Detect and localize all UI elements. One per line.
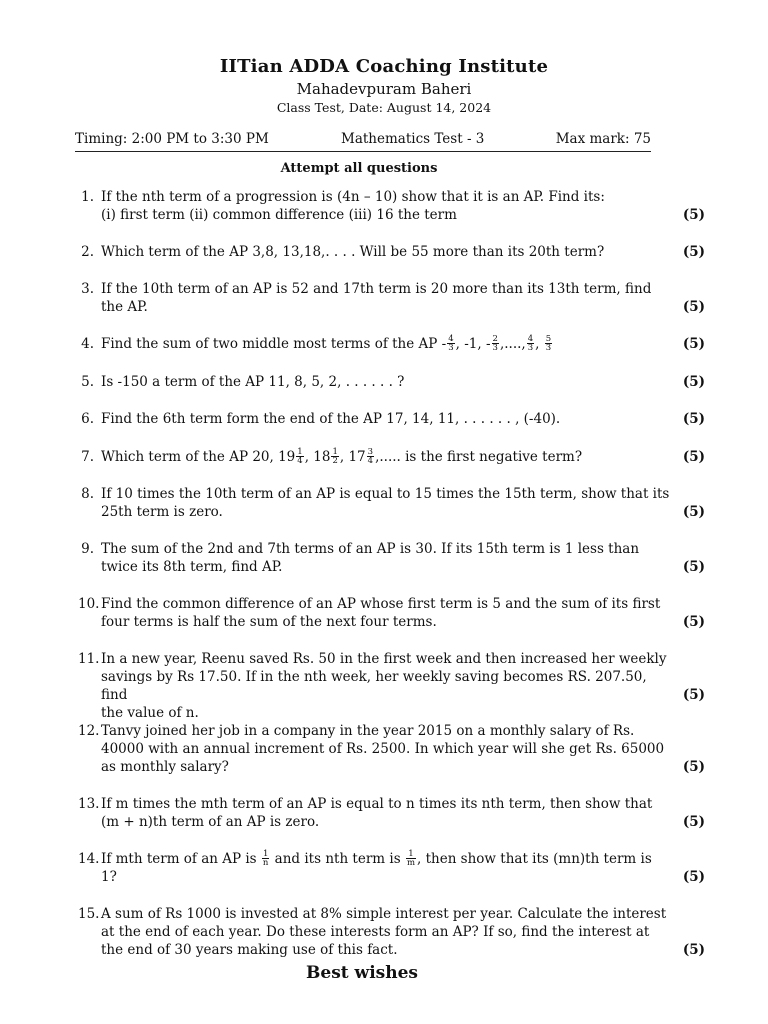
- question-line: [101, 850, 673, 868]
- numerator: 4: [527, 334, 534, 344]
- question-3: [78, 280, 708, 316]
- max-mark: Max mark: 75: [555, 131, 651, 147]
- question-mark: (5): [682, 687, 705, 703]
- instruction: Attempt all questions: [280, 161, 438, 176]
- numerator: 4: [448, 334, 454, 344]
- question-1: [78, 188, 708, 224]
- question-number: 15.: [78, 906, 100, 922]
- question-mark: (5): [682, 559, 705, 575]
- question-mark: (5): [682, 814, 705, 830]
- question-4: [78, 335, 708, 353]
- question-line: The sum of the 2nd and 7th terms of an AP is 30. If its 15th term is 1 less than: [101, 541, 640, 557]
- numerator: 1: [406, 850, 416, 859]
- denominator: 4: [297, 456, 303, 466]
- question-number: 14.: [78, 851, 100, 867]
- text-segment: , then show that its (mn)th term is: [417, 851, 652, 867]
- question-line: savings by Rs 17.50. If in the nth week, her weekly saving becomes RS. 207.50, find: [101, 669, 647, 703]
- question-number: 1.: [81, 189, 94, 205]
- question-mark: (5): [682, 614, 705, 630]
- question-2: [78, 243, 708, 261]
- text-segment: Find the sum of two middle most terms of the AP -: [101, 336, 447, 352]
- question-line: Is -150 a term of the AP 11, 8, 5, 2, . . . . . . ?: [101, 374, 405, 390]
- question-number: 2.: [81, 244, 94, 260]
- question-11: [78, 650, 708, 721]
- question-number: 5.: [81, 374, 94, 390]
- fraction: [527, 335, 534, 352]
- question-mark: (5): [682, 759, 705, 775]
- fraction: [262, 850, 269, 867]
- question-line: at the end of each year. Do these interests form an AP? If so, find the interest at: [101, 924, 650, 940]
- question-number: 13.: [78, 796, 100, 812]
- question-line: as monthly salary?: [101, 759, 229, 775]
- question-text: [101, 850, 673, 886]
- question-number: 8.: [81, 486, 94, 502]
- question-line: If 10 times the 10th term of an AP is equal to 15 times the 15th term, show that its: [101, 486, 670, 502]
- question-12: [78, 722, 708, 776]
- test-name: Mathematics Test - 3: [341, 131, 485, 147]
- numerator: 1: [262, 849, 269, 859]
- fraction: [492, 335, 499, 352]
- header-divider: [75, 151, 651, 152]
- question-14: [78, 850, 708, 886]
- question-number: 6.: [81, 411, 94, 427]
- numerator: 1: [332, 447, 338, 457]
- question-line: four terms is half the sum of the next four terms.: [101, 614, 437, 630]
- question-15: [78, 905, 708, 959]
- question-mark: (5): [682, 411, 705, 427]
- question-text: [101, 243, 673, 261]
- timing: Timing: 2:00 PM to 3:30 PM: [75, 131, 269, 147]
- text-segment: ,: [535, 336, 544, 352]
- question-number: 3.: [81, 281, 94, 297]
- question-line: the value of n.: [101, 705, 199, 721]
- question-mark: (5): [682, 207, 705, 223]
- question-line: (i) first term (ii) common difference (iii) 16 the term: [101, 207, 457, 223]
- institute-location: Mahadevpuram Baheri: [296, 80, 472, 98]
- question-line: A sum of Rs 1000 is invested at 8% simple interest per year. Calculate the interest: [101, 906, 667, 922]
- text-segment: ,..... is the first negative term?: [375, 449, 583, 465]
- question-13: [78, 795, 708, 831]
- denominator: 3: [492, 343, 498, 353]
- text-segment: , 17: [339, 449, 366, 465]
- question-text: [101, 795, 673, 831]
- text-segment: and its nth term is: [270, 851, 405, 867]
- fraction: [367, 448, 374, 465]
- fraction: [296, 448, 303, 465]
- question-line: If the 10th term of an AP is 52 and 17th term is 20 more than its 13th term, find: [101, 281, 652, 297]
- question-text: [101, 650, 673, 722]
- question-5: [78, 373, 708, 391]
- question-6: [78, 410, 708, 428]
- numerator: 2: [492, 334, 498, 344]
- institute-title: IITian ADDA Coaching Institute: [219, 56, 549, 77]
- question-line: 40000 with an annual increment of Rs. 2500. In which year will she get Rs. 65000: [101, 741, 665, 757]
- question-mark: (5): [682, 869, 705, 885]
- test-date: Class Test, Date: August 14, 2024: [276, 100, 492, 115]
- denominator: n: [262, 858, 269, 868]
- question-line: In a new year, Reenu saved Rs. 50 in the first week and then increased her weekly: [101, 651, 667, 667]
- text-segment: Which term of the AP 20, 19: [101, 449, 296, 465]
- denominator: 3: [527, 343, 534, 353]
- closing-note: Best wishes: [306, 963, 418, 983]
- denominator: 3: [545, 343, 552, 353]
- question-line: If the nth term of a progression is (4n – 10) show that it is an AP. Find its:: [101, 189, 605, 205]
- question-mark: (5): [682, 244, 705, 260]
- fraction: [447, 335, 454, 352]
- text-segment: , -1, -: [455, 336, 491, 352]
- question-9: [78, 540, 708, 576]
- question-number: 10.: [78, 596, 100, 612]
- question-text: [101, 373, 673, 391]
- question-7: [78, 448, 708, 466]
- numerator: 3: [367, 447, 374, 457]
- question-text: [101, 540, 673, 576]
- text-segment: If mth term of an AP is: [101, 851, 261, 867]
- question-mark: (5): [682, 449, 705, 465]
- fraction: [545, 335, 552, 352]
- question-line: twice its 8th term, find AP.: [101, 559, 283, 575]
- question-mark: (5): [682, 942, 705, 958]
- question-mark: (5): [682, 299, 705, 315]
- question-mark: (5): [682, 336, 705, 352]
- denominator: 2: [332, 456, 338, 466]
- denominator: 4: [367, 456, 374, 466]
- question-mark: (5): [682, 504, 705, 520]
- question-10: [78, 595, 708, 631]
- question-text: [101, 188, 673, 224]
- denominator: 3: [448, 343, 454, 353]
- question-line: (m + n)th term of an AP is zero.: [101, 814, 320, 830]
- question-line: If m times the mth term of an AP is equal to n times its nth term, then show that: [101, 796, 653, 812]
- question-text: [101, 722, 673, 776]
- question-text: [101, 280, 673, 316]
- question-mark: (5): [682, 374, 705, 390]
- question-number: 11.: [78, 651, 100, 667]
- question-number: 12.: [78, 723, 100, 739]
- question-line: Which term of the AP 3,8, 13,18,. . . . Will be 55 more than its 20th term?: [101, 244, 605, 260]
- question-number: 4.: [81, 336, 94, 352]
- question-line: [101, 448, 673, 466]
- question-line: Tanvy joined her job in a company in the year 2015 on a monthly salary of Rs.: [101, 723, 635, 739]
- question-line: [101, 335, 673, 353]
- question-line: Find the 6th term form the end of the AP 17, 14, 11, . . . . . . , (-40).: [101, 411, 561, 427]
- numerator: 1: [297, 447, 303, 457]
- question-text: [101, 595, 673, 631]
- question-text: [101, 335, 673, 353]
- question-line: 1?: [101, 869, 117, 885]
- question-line: the AP.: [101, 299, 148, 315]
- question-line: 25th term is zero.: [101, 504, 223, 520]
- fraction: [331, 448, 338, 465]
- question-line: the end of 30 years making use of this fact.: [101, 942, 398, 958]
- denominator: m: [406, 858, 415, 868]
- question-text: [101, 905, 673, 959]
- question-8: [78, 485, 708, 521]
- text-segment: , 18: [304, 449, 331, 465]
- question-number: 7.: [81, 449, 94, 465]
- question-number: 9.: [81, 541, 94, 557]
- fraction: [406, 850, 416, 867]
- question-text: [101, 410, 673, 428]
- numerator: 5: [545, 334, 552, 344]
- question-line: Find the common difference of an AP whose first term is 5 and the sum of its first: [101, 596, 661, 612]
- question-text: [101, 485, 673, 521]
- question-text: [101, 448, 673, 466]
- text-segment: ,....,: [499, 336, 526, 352]
